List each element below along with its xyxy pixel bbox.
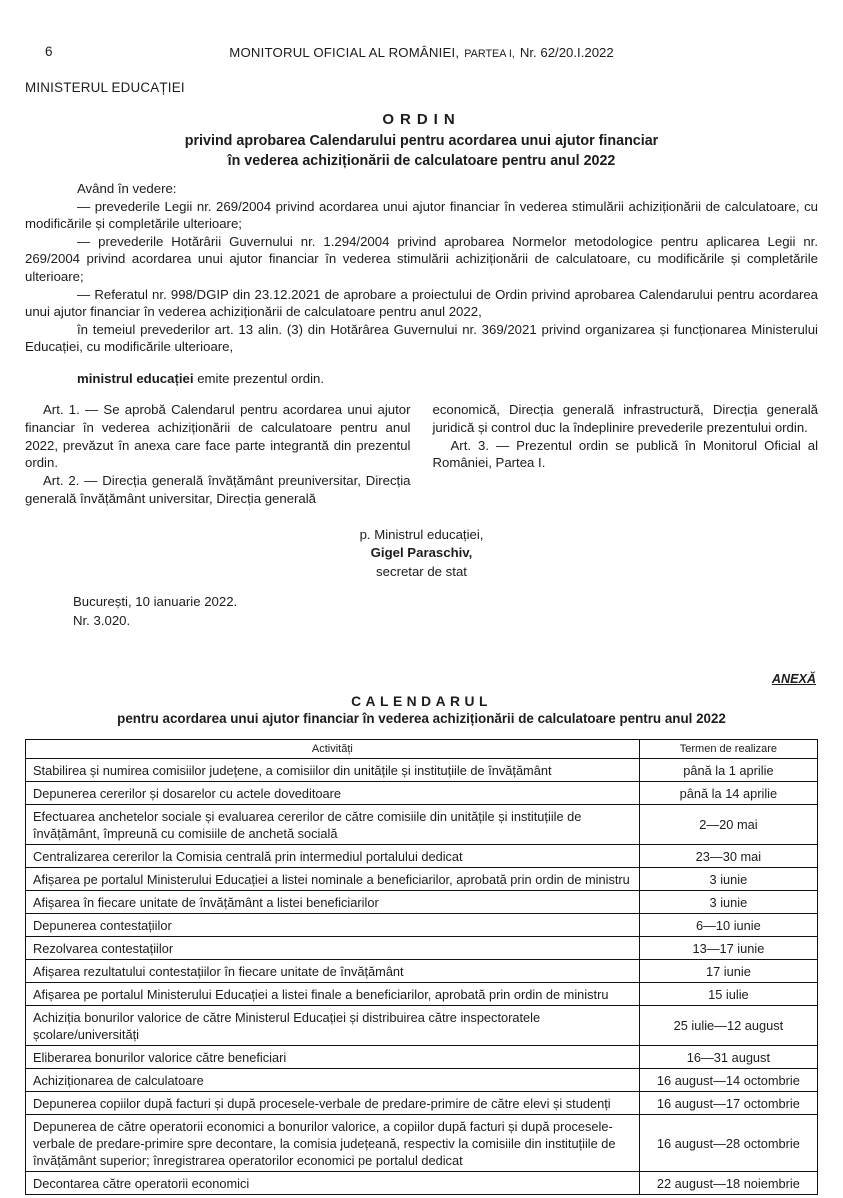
signature-role: secretar de stat [376,563,467,579]
term-cell: 15 iulie [639,983,817,1006]
annex-label: ANEXĂ [771,672,816,687]
preamble [25,180,818,356]
calendar-table [25,739,818,1195]
activity-cell: Afișarea rezultatului contestațiilor în fiecare unitate de învățământ [26,960,640,983]
table-row [26,1046,818,1069]
term-cell: 3 iunie [639,868,817,891]
enacting-minister: ministrul educației [77,370,194,386]
activity-cell: Depunerea cererilor și dosarelor cu actele doveditoare [26,782,640,805]
annex-title: CALENDARUL [351,694,492,710]
activity-cell: Afișarea pe portalul Ministerului Educației a listei nominale a beneficiarilor, aprobată prin ordin de ministru [26,868,640,891]
order-subtitle [25,131,818,171]
term-cell: 16 august—28 octombrie [639,1115,817,1172]
calendar-table-body [26,759,818,1195]
issued-place-date: București, 10 ianuarie 2022. [73,594,238,610]
table-row [26,1069,818,1092]
order-subtitle-line2: în vederea achiziționării de calculatoare pentru anul 2022 [227,153,616,169]
term-cell: 2—20 mai [639,805,817,845]
issued-number: Nr. 3.020. [73,613,131,629]
term-cell: 3 iunie [639,891,817,914]
article-1: Art. 1. — Se aprobă Calendarul pentru acordarea unui ajutor financiar în vederea achiziționării de calculatoare pentru anul 2022, prevăzut în anexa care face parte integrantă din prezentul ordin. [25,401,411,471]
article-3: Art. 3. — Prezentul ordin se publică în Monitorul Oficial al României, Partea I. [432,437,818,471]
articles-section [25,401,818,508]
term-column-header: Termen de realizare [639,740,817,759]
article-2-continuation: economică, Direcția generală infrastructură, Direcția generală juridică și control duc la îndeplinire prevederile prezentului ordin. [432,401,818,435]
articles-column-left [25,401,411,508]
activity-cell: Stabilirea și numirea comisiilor județene, a comisiilor din unitățile și instituțiile de învățământ [26,759,640,782]
preamble-paragraph: în temeiul prevederilor art. 13 alin. (3) din Hotărârea Guvernului nr. 369/2021 privind organizarea și funcționarea Ministerului Educației, cu modificările ulterioare, [25,321,818,355]
issuer-name: MINISTERUL EDUCAȚIEI [25,80,185,95]
preamble-paragraph: — prevederile Hotărârii Guvernului nr. 1.294/2004 privind aprobarea Normelor metodologice pentru aplicarea Legii nr. 269/2004 privind acordarea unui ajutor financiar în vederea stimulării achiziționării de calculatoare, cu modificările și completările ulterioare; [25,233,818,284]
term-cell: 13—17 iunie [639,937,817,960]
activity-cell: Achiziția bonurilor valorice de către Ministerul Educației și distribuirea către inspectoratele școlare/universități [26,1006,640,1046]
activity-cell: Rezolvarea contestațiilor [26,937,640,960]
masthead [25,44,818,64]
preamble-paragraph: — Referatul nr. 998/DGIP din 23.12.2021 de aprobare a proiectului de Ordin privind aprobarea Calendarului pentru acordarea unui ajutor financiar în vederea achiziționării de calculatoare pentru anul 2022, [25,286,818,320]
page-number: 6 [45,44,53,59]
activity-cell: Depunerea copiilor după facturi și după procesele-verbale de predare-primire de către elevi și studenți [26,1092,640,1115]
journal-issue: Nr. 62/20.I.2022 [519,45,614,60]
order-heading: ORDIN [382,111,461,128]
activity-cell: Achiziționarea de calculatoare [26,1069,640,1092]
activity-cell: Eliberarea bonurilor valorice către beneficiari [26,1046,640,1069]
activity-cell: Centralizarea cererilor la Comisia centrală prin intermediul portalului dedicat [26,845,640,868]
table-row [26,868,818,891]
term-cell: 22 august—18 noiembrie [639,1172,817,1195]
table-row [26,1006,818,1046]
activity-column-header: Activități [26,740,640,759]
articles-column-right [433,401,819,508]
activity-cell: Afișarea în fiecare unitate de învățământ a listei beneficiarilor [26,891,640,914]
signature-name: Gigel Paraschiv, [370,545,473,561]
article-2: Art. 2. — Direcția generală învățământ preuniversitar, Direcția generală învățământ universitar, Direcția generală [25,473,411,506]
journal-title: MONITORUL OFICIAL AL ROMÂNIEI, [229,45,460,60]
term-cell: 25 iulie—12 august [639,1006,817,1046]
calendar-table-header [26,740,818,759]
table-row [26,805,818,845]
order-subtitle-line1: privind aprobarea Calendarului pentru acordarea unui ajutor financiar [184,133,659,149]
table-row [26,845,818,868]
table-row [26,782,818,805]
table-row [26,960,818,983]
activity-cell: Afișarea pe portalul Ministerului Educației a listei finale a beneficiarilor, aprobată prin ordin de ministru [26,983,640,1006]
activity-cell: Depunerea de către operatorii economici a bonurilor valorice, a copiilor după facturi și după procesele-verbale de predare-primire spre decontare, la comisia județeană, respectiv la comisiile din instituțiile de învățământ superior; înregistrarea operatorilor economici pe portalul dedicat [26,1115,640,1172]
term-cell: 17 iunie [639,960,817,983]
journal-part: PARTEA I, [464,48,515,60]
term-cell: 6—10 iunie [639,914,817,937]
table-row [26,891,818,914]
signature-block [25,526,818,582]
term-cell: până la 14 aprilie [639,782,817,805]
table-row [26,759,818,782]
term-cell: până la 1 aprilie [639,759,817,782]
preamble-paragraph: — prevederile Legii nr. 269/2004 privind acordarea unui ajutor financiar în vederea stimulării achiziționării de calculatoare, cu modificările și completările ulterioare; [25,198,818,232]
preamble-paragraph: Având în vedere: [77,181,177,196]
activity-cell: Efectuarea anchetelor sociale și evaluarea cererilor de către comisiile din unitățile și instituțiile de învățământ, împreună cu comisiile de anchetă socială [26,805,640,845]
signature-deputy: p. Ministrul educației, [359,526,484,542]
table-row [26,1172,818,1195]
term-cell: 16 august—14 octombrie [639,1069,817,1092]
annex-subtitle: pentru acordarea unui ajutor financiar în vederea achiziționării de calculatoare pentru anul 2022 [117,711,726,727]
issued-block [73,592,818,630]
table-row [26,1092,818,1115]
table-row [26,1115,818,1172]
enacting-rest: emite prezentul ordin. [193,370,325,386]
enacting-clause [25,371,818,386]
header-row [26,740,818,759]
table-row [26,983,818,1006]
table-row [26,937,818,960]
activity-cell: Decontarea către operatorii economici [26,1172,640,1195]
term-cell: 16—31 august [639,1046,817,1069]
activity-cell: Depunerea contestațiilor [26,914,640,937]
term-cell: 16 august—17 octombrie [639,1092,817,1115]
table-row [26,914,818,937]
term-cell: 23—30 mai [639,845,817,868]
